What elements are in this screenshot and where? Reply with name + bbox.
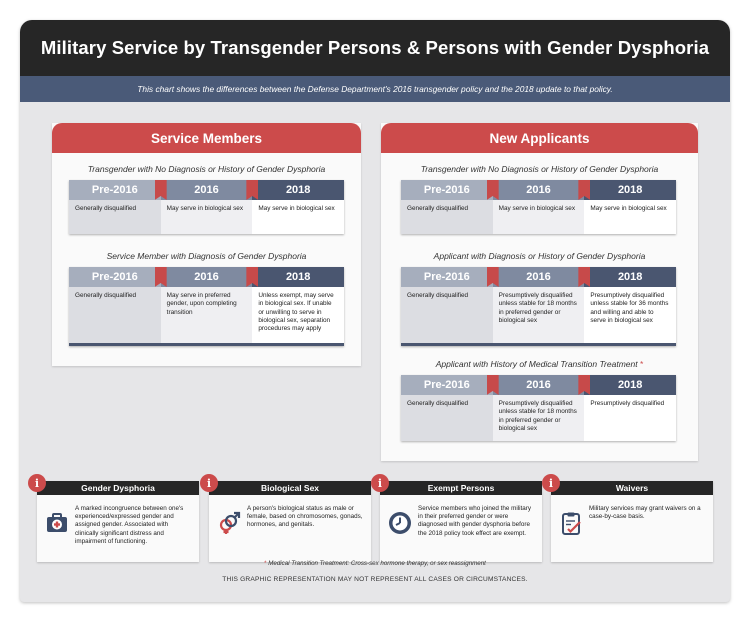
cell-2016: May serve in biological sex xyxy=(493,200,585,234)
definition-card-biological-sex xyxy=(206,476,371,562)
cell-pre2016: Generally disqualified xyxy=(401,395,493,441)
service-members-panel xyxy=(52,123,361,366)
ribbon-marker xyxy=(246,267,258,287)
table-header xyxy=(69,180,344,200)
ribbon-marker xyxy=(155,267,167,287)
col-pre2016: Pre-2016 xyxy=(69,180,161,200)
col-pre2016: Pre-2016 xyxy=(401,267,493,287)
policy-table xyxy=(69,180,344,234)
section-title: Applicant with History of Medical Transition Treatment * xyxy=(435,359,644,369)
medical-kit-icon xyxy=(45,511,69,535)
col-2018: 2018 xyxy=(252,267,344,287)
ribbon-marker xyxy=(487,375,499,395)
table-header xyxy=(401,267,676,287)
table-row xyxy=(69,200,344,234)
table-footer-bar xyxy=(69,343,344,346)
col-pre2016: Pre-2016 xyxy=(401,375,493,395)
ribbon-marker xyxy=(155,180,167,200)
cell-2018: Presumptively disqualified xyxy=(584,395,676,441)
section-title: Service Member with Diagnosis of Gender Dysphoria xyxy=(106,251,307,261)
cell-2018: May serve in biological sex xyxy=(584,200,676,234)
new-applicants-panel xyxy=(381,123,698,461)
table-row xyxy=(401,395,676,441)
info-icon: i xyxy=(200,474,218,492)
definition-title: Exempt Persons xyxy=(380,481,542,495)
cell-2016: May serve in preferred gender, upon completing transition xyxy=(161,287,253,343)
table-header xyxy=(401,375,676,395)
section-title: Transgender with No Diagnosis or History of Gender Dysphoria xyxy=(420,164,659,174)
ribbon-marker xyxy=(578,267,590,287)
cell-2018: Unless exempt, may serve in biological sex. If unable or unwilling to serve in biological sex, separation procedures may apply xyxy=(252,287,344,343)
infographic-card xyxy=(20,20,730,602)
col-pre2016: Pre-2016 xyxy=(401,180,493,200)
col-2018: 2018 xyxy=(584,180,676,200)
footnote: * Medical Transition Treatment: Cross-sex hormone therapy, or sex reassignment xyxy=(264,560,486,567)
ribbon-marker xyxy=(578,375,590,395)
col-2016: 2016 xyxy=(161,180,253,200)
clipboard-check-icon xyxy=(559,511,583,535)
definition-card-exempt-persons xyxy=(377,476,542,562)
col-2016: 2016 xyxy=(161,267,253,287)
clock-icon xyxy=(388,511,412,535)
col-2016: 2016 xyxy=(493,180,585,200)
section-title: Transgender with No Diagnosis or History of Gender Dysphoria xyxy=(87,164,326,174)
page-title: Military Service by Transgender Persons & Persons with Gender Dysphoria xyxy=(40,37,710,58)
col-2016: 2016 xyxy=(493,267,585,287)
definition-text: A marked incongruence between one's experienced/expressed gender and assigned gender. Associated with clinically significant distress and impairment of functioning. xyxy=(75,505,184,545)
ribbon-marker xyxy=(487,180,499,200)
section-title: Applicant with Diagnosis or History of Gender Dysphoria xyxy=(433,251,646,261)
definition-title: Gender Dysphoria xyxy=(37,481,199,495)
col-2016: 2016 xyxy=(493,375,585,395)
col-2018: 2018 xyxy=(584,375,676,395)
new-applicants-heading: New Applicants xyxy=(381,123,698,153)
definition-text: Military services may grant waivers on a case-by-case basis. xyxy=(589,505,701,521)
subtitle-bar xyxy=(20,76,730,102)
gender-symbols-icon xyxy=(217,511,241,535)
definition-title: Biological Sex xyxy=(209,481,371,495)
col-2018: 2018 xyxy=(584,267,676,287)
policy-table xyxy=(401,180,676,234)
disclaimer: THIS GRAPHIC REPRESENTATION MAY NOT REPRESENT ALL CASES OR CIRCUMSTANCES. xyxy=(222,576,528,583)
table-row xyxy=(69,287,344,343)
cell-pre2016: Generally disqualified xyxy=(401,287,493,343)
cell-2018: May serve in biological sex xyxy=(252,200,344,234)
definition-card-gender-dysphoria xyxy=(34,476,199,562)
definition-text: A person's biological status as male or female, based on chromosomes, gonads, hormones, and genitals. xyxy=(247,505,363,529)
cell-2016: May serve in biological sex xyxy=(161,200,253,234)
table-header xyxy=(69,267,344,287)
info-icon: i xyxy=(542,474,560,492)
table-footer-bar xyxy=(401,343,676,346)
cell-2018: Presumptively disqualified unless stable for 36 months and willing and able to serve in biological sex xyxy=(584,287,676,343)
definition-card-waivers xyxy=(548,476,713,562)
footnote-star: * xyxy=(264,560,267,567)
info-icon: i xyxy=(28,474,46,492)
cell-pre2016: Generally disqualified xyxy=(401,200,493,234)
title-bar xyxy=(20,20,730,76)
col-2018: 2018 xyxy=(252,180,344,200)
service-members-heading: Service Members xyxy=(52,123,361,153)
policy-table xyxy=(69,267,344,346)
definition-title: Waivers xyxy=(551,481,713,495)
table-row xyxy=(401,200,676,234)
cell-pre2016: Generally disqualified xyxy=(69,200,161,234)
info-icon: i xyxy=(371,474,389,492)
cell-2016: Presumptively disqualified unless stable for 18 months in preferred gender or biological sex xyxy=(493,287,585,343)
table-row xyxy=(401,287,676,343)
page-subtitle: This chart shows the differences between the Defense Department's 2016 transgender policy and the 2018 update to that policy. xyxy=(137,84,613,94)
ribbon-marker xyxy=(246,180,258,200)
cell-2016: Presumptively disqualified unless stable for 18 months in preferred gender or biological sex xyxy=(493,395,585,441)
col-pre2016: Pre-2016 xyxy=(69,267,161,287)
policy-table xyxy=(401,267,676,346)
definition-text: Service members who joined the military in their preferred gender or were diagnosed with gender dysphoria before the 2018 policy took effect are exempt. xyxy=(418,505,532,537)
policy-table xyxy=(401,375,676,441)
ribbon-marker xyxy=(487,267,499,287)
ribbon-marker xyxy=(578,180,590,200)
footnote-star: * xyxy=(639,359,644,369)
table-header xyxy=(401,180,676,200)
cell-pre2016: Generally disqualified xyxy=(69,287,161,343)
